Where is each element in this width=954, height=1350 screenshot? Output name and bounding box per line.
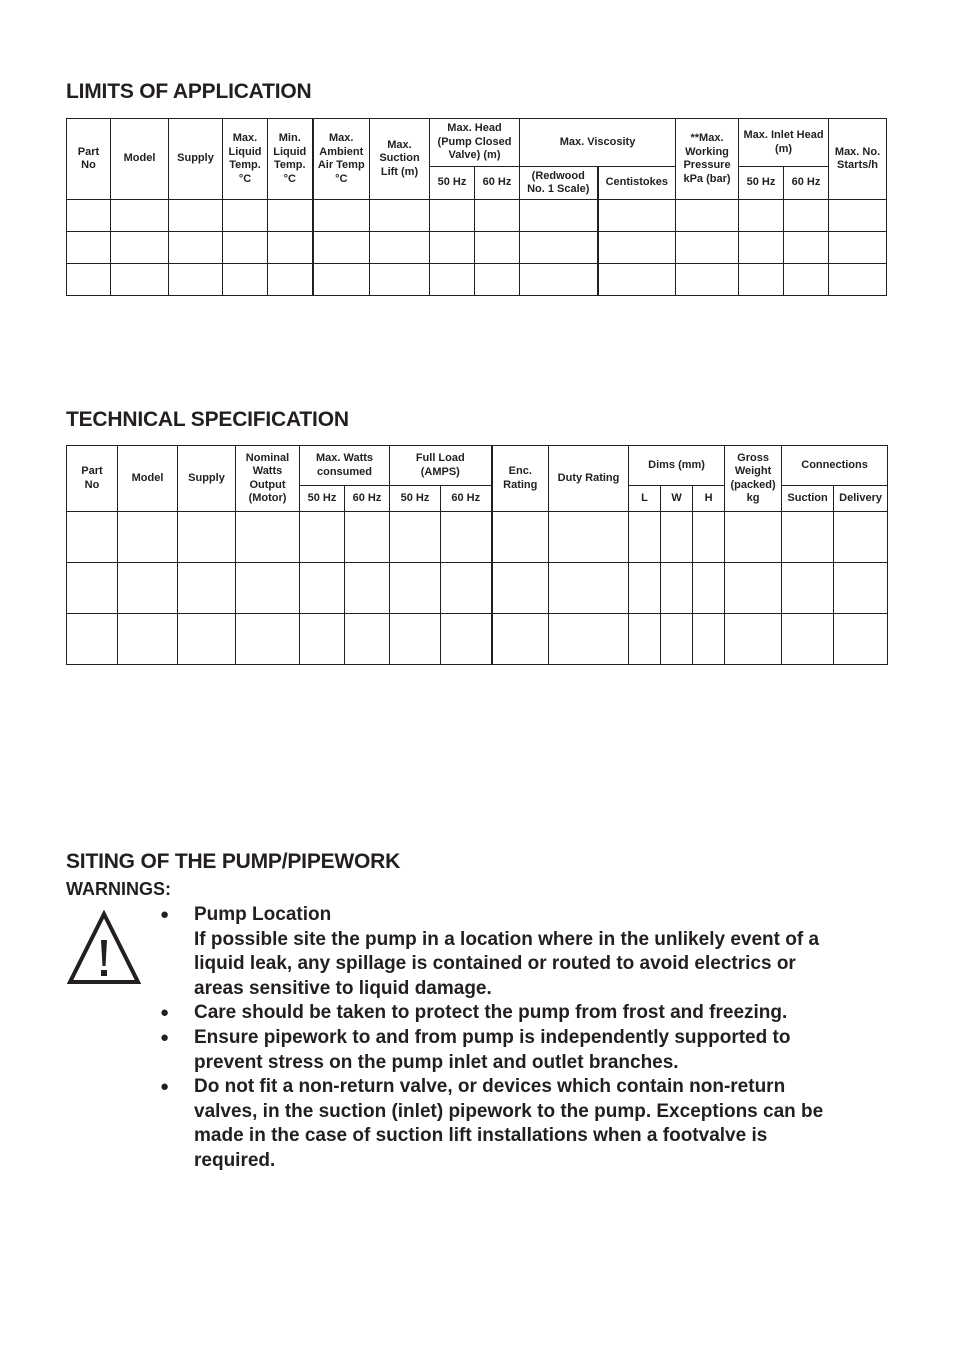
header-full-load-50hz: 50 Hz — [390, 486, 441, 512]
siting-title: SITING OF THE PUMP/PIPEWORK — [66, 850, 401, 873]
header-duty-rating: Duty Rating — [549, 446, 629, 512]
list-item — [150, 1026, 890, 1075]
table-cell — [178, 563, 236, 614]
table-cell — [549, 512, 629, 563]
table-cell — [370, 232, 430, 264]
header-part-no: Part No — [67, 119, 111, 200]
table-cell — [370, 200, 430, 232]
list-item — [150, 1001, 890, 1026]
warnings-label: WARNINGS: — [66, 879, 171, 899]
table-row — [67, 512, 888, 563]
header-suction: Suction — [782, 486, 834, 512]
table-cell — [693, 512, 725, 563]
table-cell — [782, 512, 834, 563]
header-max-head-60hz: 60 Hz — [475, 167, 520, 200]
table-cell — [313, 232, 370, 264]
list-item — [150, 1075, 890, 1173]
header-dims-l: L — [629, 486, 661, 512]
header-delivery: Delivery — [834, 486, 888, 512]
table-cell — [598, 264, 676, 296]
table-cell — [661, 563, 693, 614]
header-max-liquid-temp: Max. Liquid Temp. °C — [223, 119, 268, 200]
header-connections: Connections — [782, 446, 888, 486]
table-cell — [300, 512, 345, 563]
table-cell — [739, 264, 784, 296]
table-cell — [829, 200, 887, 232]
bullet-text: areas sensitive to liquid damage. — [194, 977, 492, 999]
bullet-text: valves, in the suction (inlet) pipework to the pump. Exceptions can be — [194, 1100, 824, 1122]
table-cell — [782, 614, 834, 665]
table-cell — [345, 614, 390, 665]
table-cell — [725, 512, 782, 563]
table-cell — [169, 200, 223, 232]
table-cell — [300, 563, 345, 614]
header-max-watts-50hz: 50 Hz — [300, 486, 345, 512]
table-cell — [739, 232, 784, 264]
table-cell — [300, 614, 345, 665]
table-cell — [676, 264, 739, 296]
header-max-working-pressure: **Max. Working Pressure kPa (bar) — [676, 119, 739, 200]
table-row — [67, 200, 887, 232]
bullet-text: Ensure pipework to and from pump is independently supported to — [194, 1026, 791, 1048]
table-cell — [598, 232, 676, 264]
bullet-icon: ● — [160, 906, 170, 923]
table-cell — [784, 232, 829, 264]
table-cell — [520, 264, 598, 296]
table-cell — [739, 200, 784, 232]
table-row — [67, 563, 888, 614]
table-cell — [169, 232, 223, 264]
header-nominal-watts: Nominal Watts Output (Motor) — [236, 446, 300, 512]
table-cell — [178, 614, 236, 665]
bullet-text: liquid leak, any spillage is contained or routed to avoid electrics or — [194, 953, 796, 975]
table-cell — [313, 200, 370, 232]
table-cell — [829, 232, 887, 264]
table-cell — [598, 200, 676, 232]
limits-table — [66, 118, 887, 296]
techspec-title: TECHNICAL SPECIFICATION — [66, 408, 349, 431]
table-cell — [441, 614, 492, 665]
table-cell — [475, 264, 520, 296]
table-cell — [834, 512, 888, 563]
header-viscosity-centistokes: Centistokes — [598, 167, 676, 200]
table-cell — [661, 614, 693, 665]
table-cell — [169, 264, 223, 296]
table-cell — [829, 264, 887, 296]
table-cell — [549, 614, 629, 665]
table-cell — [441, 512, 492, 563]
header-gross-weight: Gross Weight (packed) kg — [725, 446, 782, 512]
bullet-text: required. — [194, 1149, 276, 1171]
bullet-icon: ● — [160, 1078, 170, 1096]
header-dims-w: W — [661, 486, 693, 512]
table-cell — [693, 563, 725, 614]
header-inlet-head-60hz: 60 Hz — [784, 167, 829, 200]
table-cell — [492, 512, 549, 563]
table-row — [67, 264, 887, 296]
bullet-text: Pump Location — [194, 904, 332, 925]
table-cell — [111, 200, 169, 232]
header-max-head-50hz: 50 Hz — [430, 167, 475, 200]
table-cell — [67, 232, 111, 264]
header-model: Model — [118, 446, 178, 512]
table-cell — [111, 264, 169, 296]
table-cell — [693, 614, 725, 665]
table-cell — [782, 563, 834, 614]
table-cell — [118, 563, 178, 614]
list-item — [150, 903, 890, 1001]
table-cell — [784, 200, 829, 232]
table-cell — [223, 232, 268, 264]
table-cell — [223, 264, 268, 296]
warnings-list — [150, 903, 890, 1174]
table-cell — [345, 512, 390, 563]
table-row — [67, 614, 888, 665]
header-max-ambient-temp: Max. Ambient Air Temp °C — [313, 119, 370, 200]
table-cell — [475, 200, 520, 232]
table-cell — [223, 200, 268, 232]
table-cell — [834, 614, 888, 665]
table-cell — [390, 563, 441, 614]
table-cell — [430, 232, 475, 264]
bullet-text: prevent stress on the pump inlet and outlet branches. — [194, 1051, 679, 1073]
header-max-inlet-head: Max. Inlet Head (m) — [739, 119, 829, 167]
table-cell — [629, 512, 661, 563]
table-cell — [549, 563, 629, 614]
header-supply: Supply — [178, 446, 236, 512]
header-max-watts: Max. Watts consumed — [300, 446, 390, 486]
table-cell — [520, 232, 598, 264]
header-dims-h: H — [693, 486, 725, 512]
header-full-load-60hz: 60 Hz — [441, 486, 492, 512]
table-cell — [313, 264, 370, 296]
table-cell — [676, 200, 739, 232]
header-dims: Dims (mm) — [629, 446, 725, 486]
header-inlet-head-50hz: 50 Hz — [739, 167, 784, 200]
table-row — [67, 232, 887, 264]
table-cell — [492, 614, 549, 665]
table-cell — [676, 232, 739, 264]
table-cell — [784, 264, 829, 296]
header-enc-rating: Enc. Rating — [492, 446, 549, 512]
table-cell — [834, 563, 888, 614]
table-cell — [520, 200, 598, 232]
table-cell — [629, 563, 661, 614]
header-max-watts-60hz: 60 Hz — [345, 486, 390, 512]
table-cell — [441, 563, 492, 614]
table-cell — [475, 232, 520, 264]
header-viscosity-redwood: (Redwood No. 1 Scale) — [520, 167, 598, 200]
table-cell — [268, 200, 313, 232]
table-cell — [178, 512, 236, 563]
header-part-no: Part No — [67, 446, 118, 512]
table-cell — [492, 563, 549, 614]
table-cell — [118, 512, 178, 563]
header-max-head: Max. Head (Pump Closed Valve) (m) — [430, 119, 520, 167]
header-min-liquid-temp: Min. Liquid Temp. °C — [268, 119, 313, 200]
bullet-text: If possible site the pump in a location where in the unlikely event of a — [194, 928, 820, 950]
header-max-suction-lift: Max. Suction Lift (m) — [370, 119, 430, 200]
table-cell — [268, 232, 313, 264]
table-cell — [370, 264, 430, 296]
table-cell — [430, 264, 475, 296]
header-max-viscosity: Max. Viscosity — [520, 119, 676, 167]
table-cell — [268, 264, 313, 296]
table-cell — [111, 232, 169, 264]
table-cell — [67, 614, 118, 665]
bullet-icon: ● — [160, 1028, 170, 1046]
header-full-load: Full Load (AMPS) — [390, 446, 492, 486]
table-cell — [390, 512, 441, 563]
table-cell — [236, 512, 300, 563]
bullet-text: Care should be taken to protect the pump from frost and freezing. — [194, 1002, 788, 1024]
table-cell — [725, 614, 782, 665]
table-cell — [236, 563, 300, 614]
header-supply: Supply — [169, 119, 223, 200]
bullet-icon: ● — [160, 1004, 170, 1022]
header-model: Model — [111, 119, 169, 200]
table-cell — [67, 200, 111, 232]
bullet-text: made in the case of suction lift installations when a footvalve is — [194, 1125, 768, 1147]
table-cell — [118, 614, 178, 665]
header-max-starts: Max. No. Starts/h — [829, 119, 887, 200]
techspec-table — [66, 445, 888, 665]
table-cell — [629, 614, 661, 665]
table-cell — [430, 200, 475, 232]
table-cell — [725, 563, 782, 614]
table-cell — [67, 563, 118, 614]
table-cell — [345, 563, 390, 614]
table-cell — [661, 512, 693, 563]
bullet-text: Do not fit a non-return valve, or devices which contain non-return — [194, 1076, 786, 1098]
table-cell — [390, 614, 441, 665]
table-cell — [67, 512, 118, 563]
table-cell — [236, 614, 300, 665]
exclamation-triangle-icon — [67, 910, 141, 986]
table-cell — [67, 264, 111, 296]
limits-title: LIMITS OF APPLICATION — [66, 80, 312, 103]
